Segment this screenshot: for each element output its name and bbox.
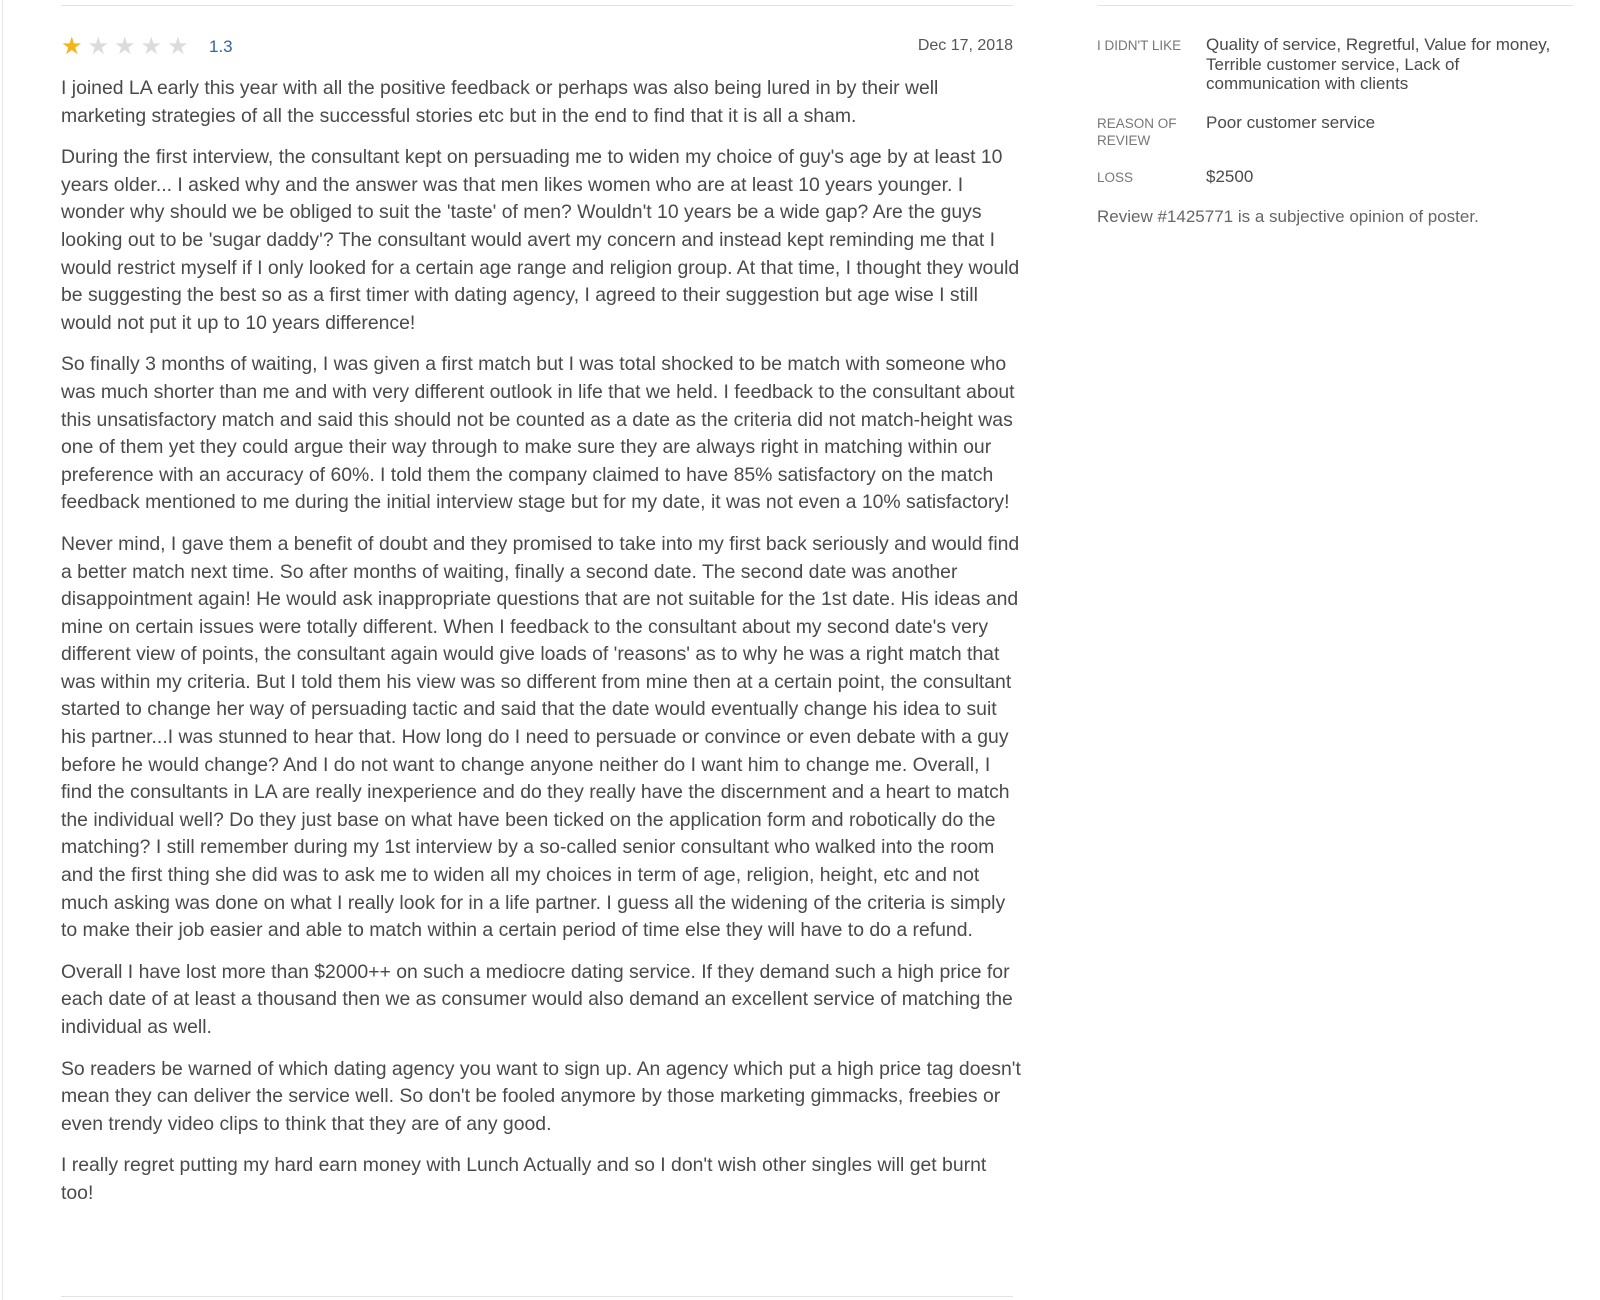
- star-icon-1: ★: [61, 32, 83, 60]
- review-card: [61, 0, 1021, 1300]
- detail-value-reason: Poor customer service: [1206, 113, 1376, 132]
- detail-value-loss: $2500: [1206, 167, 1254, 186]
- review-top-divider: [61, 5, 1013, 6]
- review-paragraph-6: So readers be warned of which dating agency you want to sign up. An agency which put a high price tag doesn't mean they can deliver the service well. So don't be fooled anymore by those marketing gimmacks, freebies or even trendy video clips to think that they are of any good.: [61, 1057, 1021, 1135]
- review-date: Dec 17, 2018: [917, 37, 1013, 54]
- review-header: [61, 34, 1013, 60]
- review-paragraph-3: So finally 3 months of waiting, I was given a first match but I was total shocked to be match with someone who was much shorter than me and with very different outlook in life that we held. I feedback to the consultant about this unsatisfactory match and said this should not be counted as a date as the criteria did not match-height was one of them yet they could argue their way through to make sure they are always right in matching within our preference with an accuracy of 60%. I told them the company claimed to have 85% satisfactory on the match feedback mentioned to me during the initial interview stage but for my date, it was not even a 10% satisfactory!: [61, 353, 1015, 514]
- star-icon-2: ★: [87, 32, 110, 60]
- review-text: [61, 75, 1021, 1222]
- detail-label-loss: LOSS: [1097, 170, 1134, 185]
- detail-label-reason: REASON OF REVIEW: [1097, 116, 1177, 148]
- star-icon-5: ★: [167, 32, 189, 60]
- star-icon-4: ★: [140, 32, 163, 60]
- review-disclaimer: Review #1425771 is a subjective opinion of poster.: [1097, 207, 1479, 226]
- detail-label-didnt-like: I DIDN'T LIKE: [1097, 38, 1182, 53]
- review-paragraph-2: During the first interview, the consultant kept on persuading me to widen my choice of guy's age by at least 10 years older... I asked why and the answer was that men likes women who are at least 10 years younger. I wonder why should we be obliged to suit the 'taste' of men? Wouldn't 10 years be a wide gap? Are the guys looking out to be 'sugar daddy'? The consultant would avert my concern and instead kept reminding me that I would restrict myself if I only looked for a certain age range and religion group. At that time, I thought they would be suggesting the best so as a first timer with dating agency, I agreed to their suggestion but age wise I still would not put it up to 10 years difference!: [61, 146, 1020, 334]
- star-icon-3: ★: [114, 32, 136, 60]
- sidebar-top-divider: [1097, 5, 1573, 6]
- detail-value-didnt-like: Quality of service, Regretful, Value for money, Terrible customer service, Lack of communication with clients: [1206, 35, 1551, 93]
- review-paragraph-4: Never mind, I gave them a benefit of doubt and they promised to take into my first back seriously and would find a better match next time. So after months of waiting, finally a second date. The second date was another disappointment again! He would ask inappropriate questions that are not suitable for the 1st date. His ideas and mine on certain issues were totally different. When I feedback to the consultant about my second date's very different view of points, the consultant again would give loads of 'reasons' as to why he was a right match that was within my criteria. But I told them his view was so different from mine then at a certain point, the consultant started to change her way of persuading tactic and said that the date would eventually change his idea to suit his partner...I was stunned to hear that. How long do I need to persuade or convince or even debate with a guy before he would change? And I do not want to change anyone neither do I want him to change me. Overall, I find the consultants in LA are really inexperience and do they really have the discernment and a heart to match the individual well? Do they just base on what have been ticked on the application form and robotically do the matching? I still remember during my 1st interview by a so-called senior consultant who walked into the room and the first thing she did was to ask me to widen all my choices in term of age, religion, height, etc and not much asking was done on what I really look for in a life partner. I guess all the widening of the criteria is simply to make their job easier and able to match within a certain period of time else they will have to do a refund.: [61, 532, 1020, 942]
- review-details-sidebar: [1097, 0, 1577, 1300]
- page-left-border: [2, 0, 3, 1300]
- review-paragraph-7: I really regret putting my hard earn money with Lunch Actually and so I don't wish other singles will get burnt too!: [61, 1154, 987, 1204]
- review-paragraph-1: I joined LA early this year with all the positive feedback or perhaps was also being lured in by their well marketing strategies of all the successful stories etc but in the end to find that it is all a sham.: [61, 77, 939, 127]
- review-bottom-divider: [61, 1296, 1013, 1297]
- rating-value: 1.3: [209, 37, 233, 56]
- review-paragraph-5: Overall I have lost more than $2000++ on such a mediocre dating service. If they demand such a high price for each date of at least a thousand then we as consumer would also demand an excellent service of matching the individual as well.: [61, 960, 1013, 1038]
- star-rating: [61, 34, 189, 58]
